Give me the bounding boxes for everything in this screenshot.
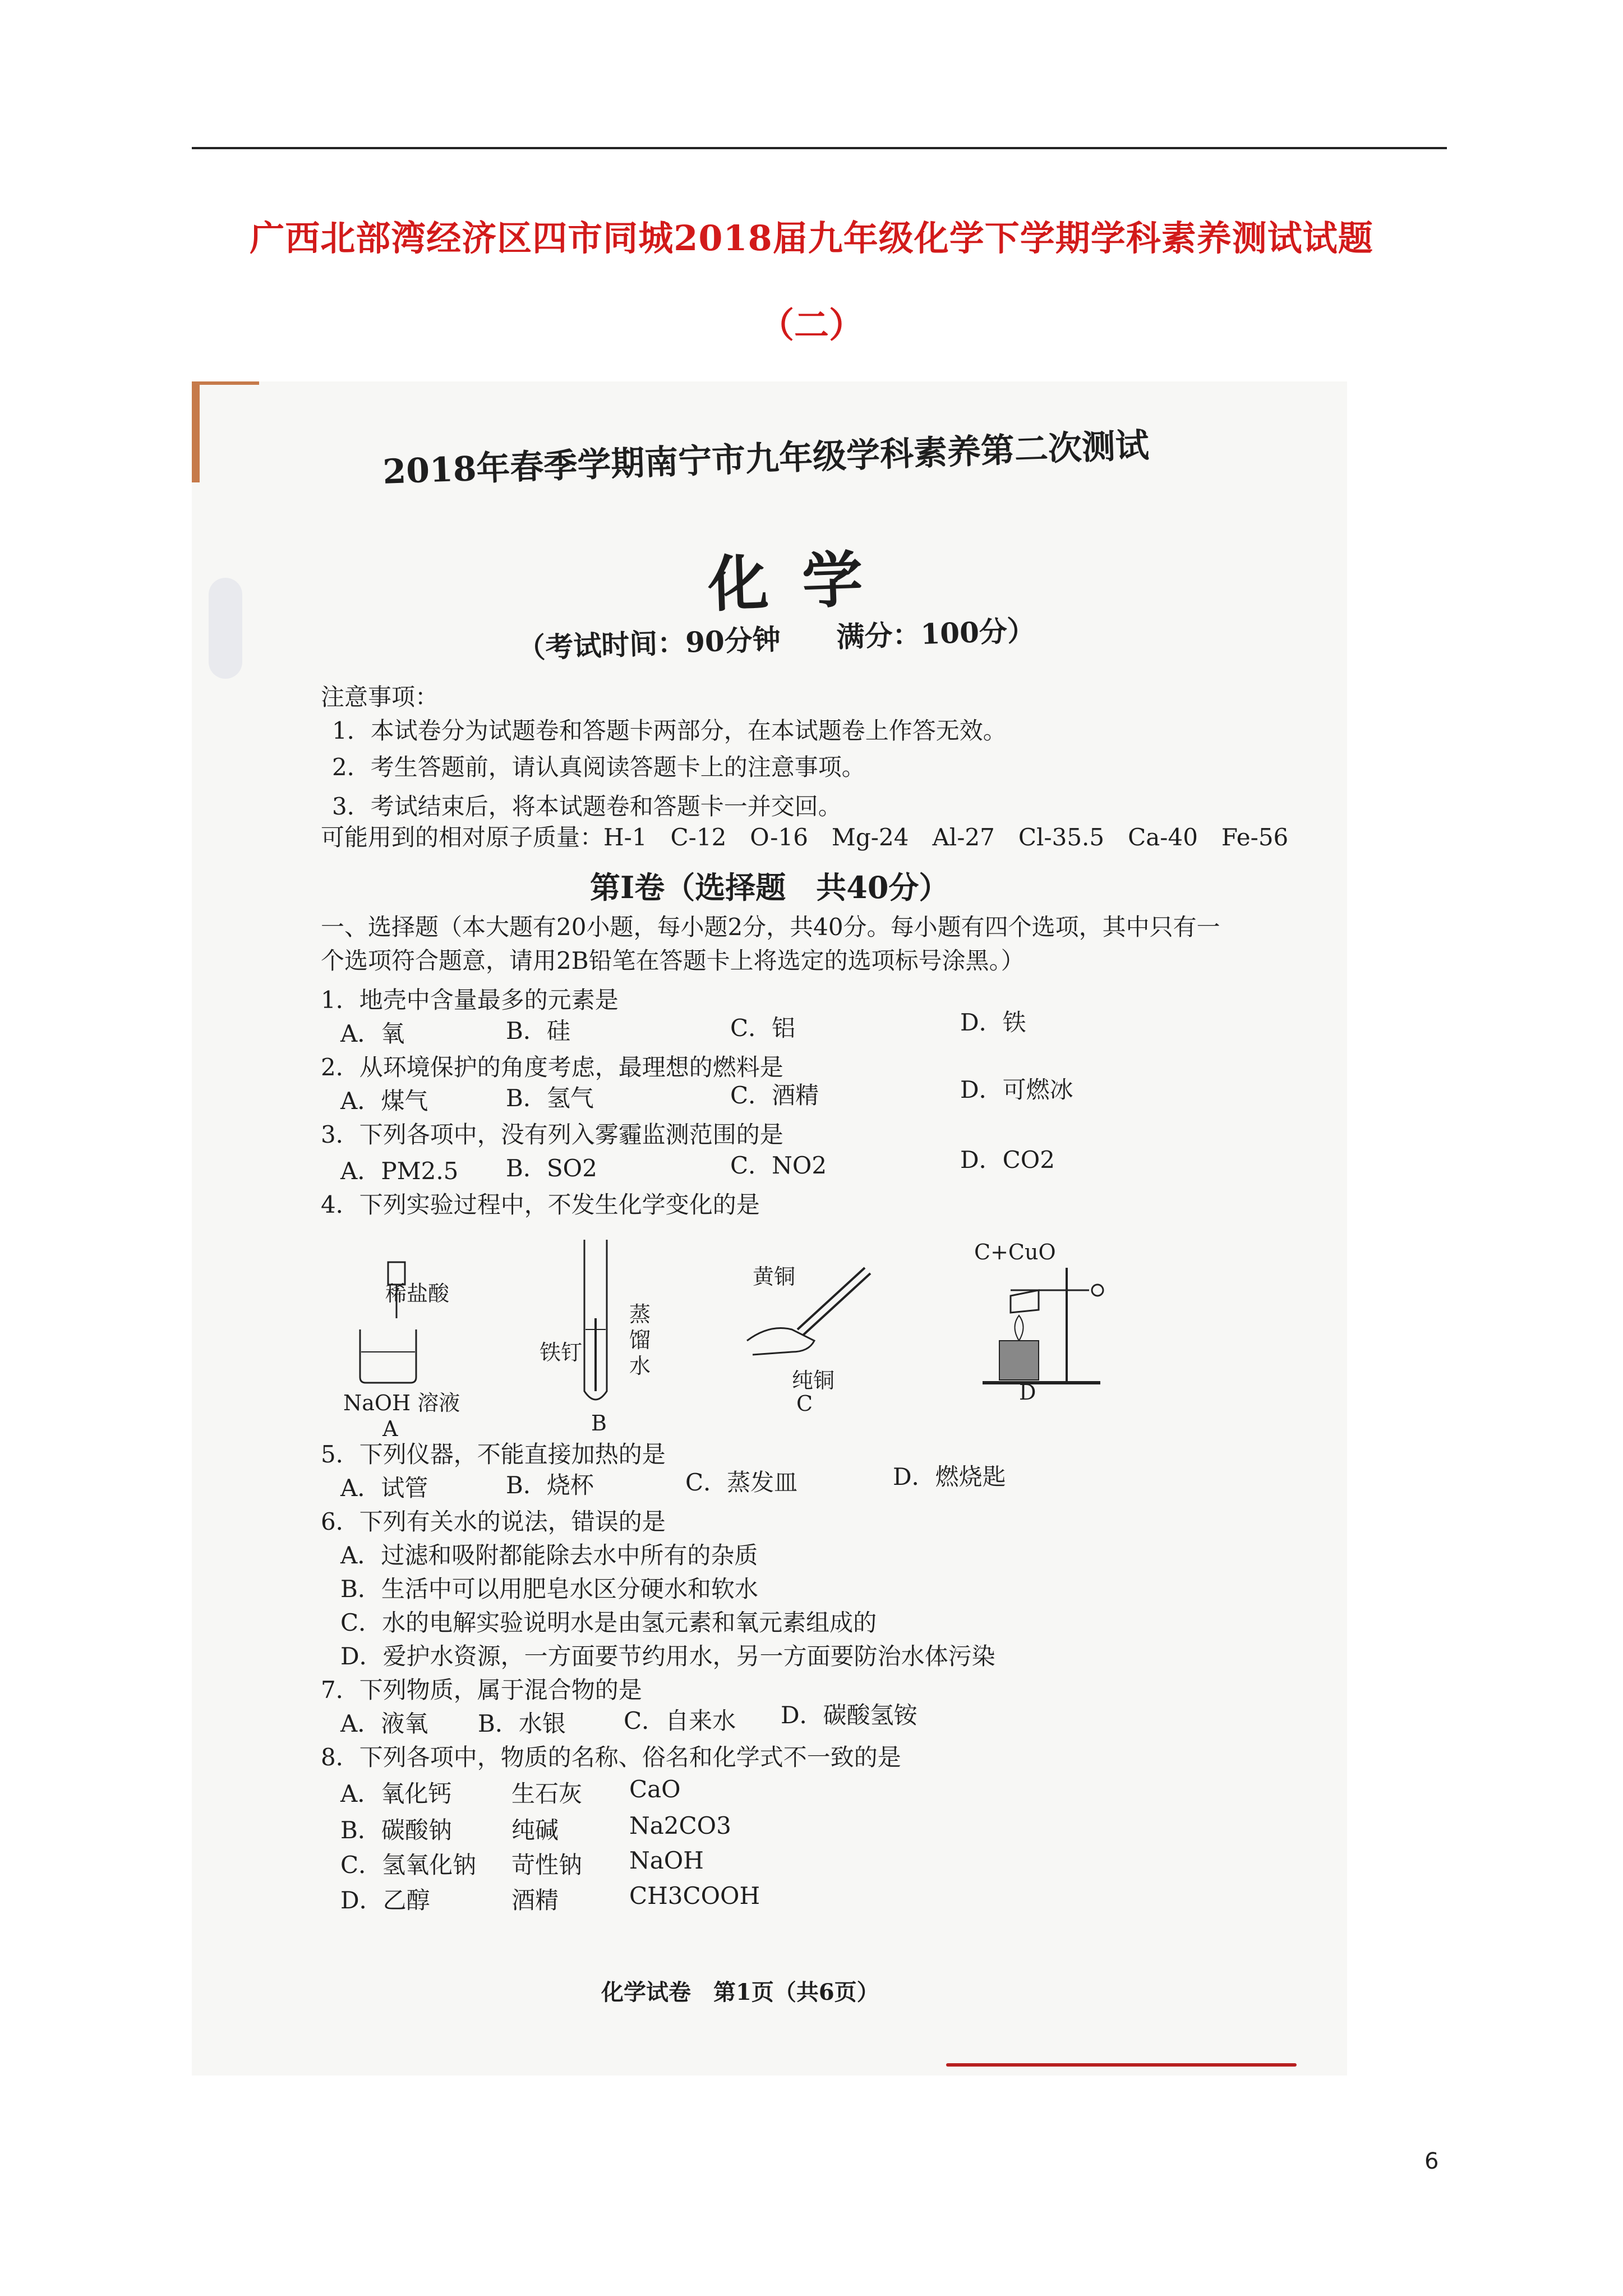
figure-b-test-tube — [573, 1234, 618, 1414]
question-2-option-a: A．煤气 — [340, 1087, 428, 1115]
exam-subject: 化学 — [707, 543, 898, 620]
question-7-option-a: A．液氧 — [340, 1710, 428, 1737]
question-5-option-c: C．蒸发皿 — [685, 1469, 798, 1496]
question-5-option-a: A．试管 — [340, 1474, 428, 1502]
document-subtitle: （二） — [759, 305, 864, 346]
question-1-option-c: C．铝 — [730, 1014, 796, 1042]
question-8-row-d-common: 酒精 — [511, 1887, 559, 1914]
notes-heading: 注意事项： — [321, 683, 439, 711]
question-8-row-b-name: B．碳酸钠 — [340, 1816, 452, 1844]
question-3-option-d: D．CO2 — [960, 1146, 1055, 1174]
scanned-exam-page — [192, 381, 1347, 2076]
figure-c-top-label: 黄铜 — [753, 1264, 796, 1289]
scan-edge-mark — [192, 381, 200, 482]
question-3-option-c: C．NO2 — [730, 1152, 827, 1179]
question-8-row-c-common: 苛性钠 — [511, 1851, 583, 1879]
question-6-stem: 6．下列有关水的说法，错误的是 — [321, 1508, 666, 1535]
question-6-option-b: B．生活中可以用肥皂水区分硬水和软水 — [340, 1575, 758, 1603]
question-8-stem: 8．下列各项中，物质的名称、俗名和化学式不一致的是 — [321, 1743, 901, 1771]
question-8-row-a-formula: CaO — [629, 1775, 681, 1803]
question-4-stem: 4．下列实验过程中，不发生化学变化的是 — [321, 1191, 760, 1218]
question-8-row-d-formula: CH3COOH — [629, 1882, 760, 1910]
note-1: 1．本试卷分为试题卷和答题卡两部分，在本试题卷上作答无效。 — [332, 717, 1007, 744]
figure-d-letter: D — [1019, 1380, 1036, 1405]
atomic-masses: 可能用到的相对原子质量：H-1 C-12 O-16 Mg-24 Al-27 Cl-35.5 Ca-40 Fe-56 — [321, 823, 1289, 851]
note-2: 2．考生答题前，请认真阅读答题卡上的注意事项。 — [332, 753, 865, 781]
question-6-option-c: C．水的电解实验说明水是由氢元素和氧元素组成的 — [340, 1609, 877, 1636]
scan-smudge — [209, 578, 242, 679]
question-1-option-b: B．硅 — [506, 1017, 570, 1045]
question-1-option-a: A．氧 — [340, 1020, 405, 1047]
exam-footer: 化学试卷 第1页（共6页） — [601, 1979, 879, 2005]
question-8-row-a-name: A．氧化钙 — [340, 1780, 452, 1807]
figure-b-nail-label: 铁钉 — [540, 1340, 583, 1365]
question-6-option-d: D．爱护水资源，一方面要节约用水，另一方面要防治水体污染 — [340, 1642, 995, 1670]
page-number: 6 — [1424, 2148, 1439, 2174]
section-heading: 第Ⅰ卷（选择题 共40分） — [590, 869, 949, 905]
question-3-option-a: A．PM2.5 — [340, 1157, 459, 1185]
question-7-stem: 7．下列物质，属于混合物的是 — [321, 1676, 642, 1704]
figure-d-heating-apparatus — [977, 1257, 1145, 1391]
question-8-row-c-formula: NaOH — [629, 1847, 704, 1874]
figure-d-label: C+CuO — [974, 1240, 1056, 1264]
question-8-row-c-name: C．氢氧化钠 — [340, 1851, 477, 1879]
figure-b-letter: B — [591, 1411, 607, 1435]
question-8-row-a-common: 生石灰 — [511, 1780, 583, 1807]
question-7-option-c: C．自来水 — [624, 1707, 736, 1734]
figure-c-letter: C — [796, 1391, 813, 1416]
question-3-option-b: B．SO2 — [506, 1154, 597, 1182]
question-8-row-b-formula: Na2CO3 — [629, 1812, 731, 1839]
question-3-stem: 3．下列各项中，没有列入雾霾监测范围的是 — [321, 1121, 783, 1148]
question-8-row-b-common: 纯碱 — [511, 1816, 559, 1844]
question-7-option-b: B．水银 — [478, 1710, 566, 1737]
question-5-option-d: D．燃烧匙 — [893, 1463, 1006, 1490]
section-intro-line-1: 一、选择题（本大题有20小题，每小题2分，共40分。每小题有四个选项，其中只有一 — [321, 913, 1220, 941]
question-7-option-d: D．碳酸氢铵 — [781, 1701, 917, 1729]
question-2-stem: 2．从环境保护的角度考虑，最理想的燃料是 — [321, 1053, 783, 1081]
question-1-stem: 1．地壳中含量最多的元素是 — [321, 986, 619, 1014]
scan-edge-mark-top — [192, 381, 259, 385]
exam-time-info: （考试时间：90分钟 满分：100分） — [517, 613, 1036, 665]
question-2-option-c: C．酒精 — [730, 1082, 819, 1109]
exam-title: 2018年春季学期南宁市九年级学科素养第二次测试 — [382, 426, 1150, 492]
figure-a-solution-label: NaOH 溶液 — [343, 1391, 460, 1415]
figure-a-reagent-label: 稀盐酸 — [385, 1281, 450, 1306]
note-3: 3．考试结束后，将本试题卷和答题卡一并交回。 — [332, 793, 842, 820]
question-8-row-d-name: D．乙醇 — [340, 1887, 430, 1914]
figure-c-bottom-label: 纯铜 — [792, 1368, 835, 1393]
question-2-option-b: B．氢气 — [506, 1084, 594, 1112]
question-5-stem: 5．下列仪器，不能直接加热的是 — [321, 1441, 666, 1468]
top-rule — [192, 147, 1447, 149]
question-2-option-d: D．可燃冰 — [960, 1076, 1073, 1103]
section-intro-line-2: 个选项符合题意，请用2B铅笔在答题卡上将选定的选项标号涂黑。） — [321, 947, 1025, 974]
question-1-option-d: D．铁 — [960, 1009, 1026, 1036]
question-6-option-a: A．过滤和吸附都能除去水中所有的杂质 — [340, 1542, 758, 1569]
figure-b-water-label: 蒸馏水 — [629, 1302, 651, 1378]
bottom-rule — [946, 2063, 1297, 2067]
question-5-option-b: B．烧杯 — [506, 1471, 594, 1499]
figure-a-letter: A — [382, 1416, 398, 1441]
document-title: 广西北部湾经济区四市同城2018届九年级化学下学期学科素养测试试题 — [250, 218, 1373, 259]
